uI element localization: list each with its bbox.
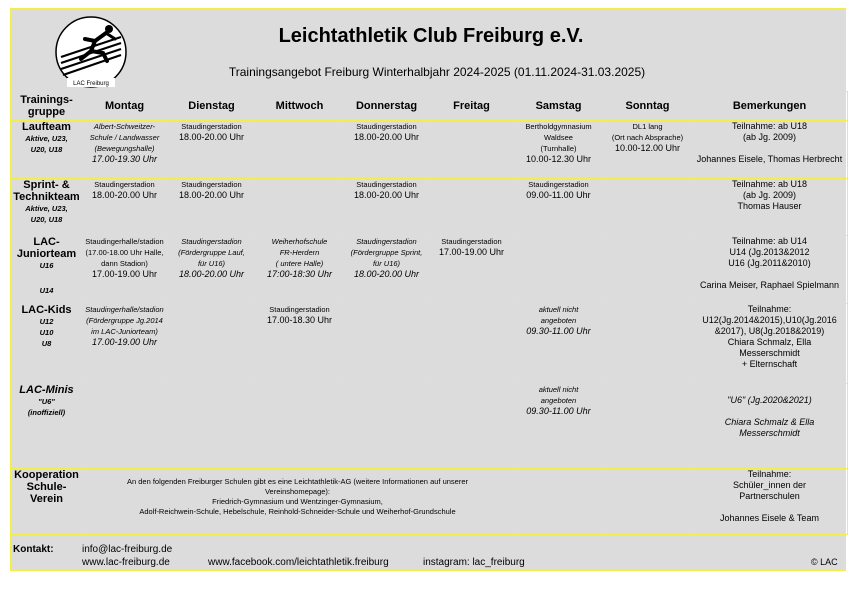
- group-name: Kooperation Schule-Verein: [14, 469, 79, 505]
- training-time: 17.00-19.00 Uhr: [91, 269, 158, 279]
- remark-line: Johannes Eisele & Team: [720, 513, 819, 523]
- logo-text: LAC Freiburg: [73, 81, 109, 87]
- remark-line: U12(Jg.2014&2015),U10(Jg.2016: [702, 315, 837, 325]
- day-cell: [344, 236, 430, 304]
- training-time: 09.00-11.00 Uhr: [526, 190, 591, 200]
- group-age: (inoffiziell): [27, 408, 66, 417]
- venue-note: aktuell nicht: [538, 385, 579, 394]
- instagram-link[interactable]: instagram: lac_freiburg: [423, 557, 525, 568]
- column-header: Samstag: [514, 92, 604, 121]
- remark-line: [693, 384, 846, 395]
- remark-line: + Elternschaft: [741, 359, 798, 369]
- venue-note: angeboten: [540, 396, 577, 405]
- venue-note: Staudingerhalle/stadion: [85, 305, 164, 314]
- remark-line: Teilnahme: ab U18: [731, 179, 808, 189]
- remarks-cell: [692, 179, 848, 236]
- group-age: U16: [39, 261, 54, 270]
- venue-note: (Fördergruppe Lauf,: [178, 248, 245, 257]
- venue-note: Staudingerhalle/stadion: [85, 237, 164, 246]
- remark-line: &2017), U8(Jg.2018&2019): [714, 326, 825, 336]
- training-time: 17.00-18.30 Uhr: [266, 315, 333, 325]
- day-cell: [344, 304, 430, 384]
- day-cell: [514, 236, 604, 304]
- venue-note: Schule / Landwasser: [89, 133, 160, 142]
- remark-line: Johannes Eisele, Thomas Herbrecht: [696, 154, 843, 164]
- venue-note: Staudingerstadion: [441, 237, 502, 246]
- venue-note: Staudingerstadion: [94, 180, 155, 189]
- footer: [11, 539, 847, 572]
- schedule-table: [11, 91, 848, 535]
- day-cell: [344, 121, 430, 179]
- remark-line: Partnerschulen: [739, 491, 800, 501]
- column-header: Dienstag: [168, 92, 256, 121]
- venue-note: Staudingerstadion: [181, 180, 242, 189]
- remark-line: U16 (Jg.2011&2010): [728, 258, 811, 268]
- remark-line: [693, 143, 846, 154]
- group-age: U8: [41, 339, 52, 348]
- day-cell: [168, 384, 256, 469]
- remark-line: U14 (Jg.2013&2012: [729, 247, 810, 257]
- venue-note: DL1 lang: [632, 122, 663, 131]
- venue-note: im LAC-Juniorteam): [91, 327, 158, 336]
- remarks-cell: [692, 121, 848, 179]
- cooperation-line: Friedrich-Gymnasium und Wentzinger-Gymnasium,: [212, 497, 383, 506]
- training-time: 18.00-20.00 Uhr: [353, 269, 420, 279]
- remark-line: Chiara Schmalz, Ella: [727, 337, 812, 347]
- group-age: Aktive, U23,: [25, 134, 68, 143]
- email-link[interactable]: info@lac-freiburg.de: [82, 544, 173, 555]
- day-cell: [82, 236, 168, 304]
- remark-line: (ab Jg. 2009): [742, 132, 797, 142]
- cooperation-text: [82, 469, 514, 535]
- remark-line: Teilnahme: ab U14: [731, 236, 808, 246]
- training-time: 18.00-20.00 Uhr: [178, 132, 245, 142]
- day-cell: [604, 179, 692, 236]
- group-name: Laufteam: [22, 121, 71, 133]
- day-cell: [168, 179, 256, 236]
- remark-line: Carina Meiser, Raphael Spielmann: [699, 280, 840, 290]
- column-header: Sonntag: [604, 92, 692, 121]
- remark-line: Chiara Schmalz & Ella: [724, 417, 815, 427]
- training-time: 17:00-18:30 Uhr: [266, 269, 333, 279]
- training-time: 10.00-12.00 Uhr: [614, 143, 681, 153]
- column-header: Donnerstag: [344, 92, 430, 121]
- day-cell: [256, 121, 344, 179]
- group-age: U20, U18: [30, 215, 63, 224]
- cooperation-row: [12, 469, 848, 535]
- venue-note: Bertholdgymnasium: [525, 122, 592, 131]
- column-header: Trainings-gruppe: [12, 92, 82, 121]
- venue-note: Staudingerstadion: [181, 237, 242, 246]
- day-cell: [344, 179, 430, 236]
- day-cell: [604, 121, 692, 179]
- day-cell: [514, 179, 604, 236]
- remark-line: [693, 406, 846, 417]
- venue-note: (17.00-18.00 Uhr Halle,: [85, 248, 164, 257]
- venue-note: angeboten: [540, 316, 577, 325]
- group-age: U10: [39, 328, 54, 337]
- remark-line: [693, 212, 846, 223]
- header: [11, 9, 847, 91]
- cooperation-line: An den folgenden Freiburger Schulen gibt es eine Leichtathletik-AG (weitere Informationen auf unserer: [126, 477, 469, 486]
- venue-note: (Turnhalle): [540, 144, 577, 153]
- venue-note: aktuell nicht: [538, 305, 579, 314]
- training-time: 18.00-20.00 Uhr: [353, 190, 420, 200]
- venue-note: Staudingerstadion: [181, 122, 242, 131]
- venue-note: für U16): [197, 259, 226, 268]
- remarks-cell: [692, 304, 848, 384]
- day-cell: [604, 236, 692, 304]
- training-time: 17.00-19.00 Uhr: [91, 337, 158, 347]
- training-time: 17.00-19.00 Uhr: [438, 247, 505, 257]
- group-cell: [12, 121, 82, 179]
- venue-note: Staudingerstadion: [269, 305, 330, 314]
- training-time: 09.30-11.00 Uhr: [526, 406, 591, 416]
- schedule-row: [12, 304, 848, 384]
- day-cell: [82, 121, 168, 179]
- column-header: Montag: [82, 92, 168, 121]
- day-cell: [344, 384, 430, 469]
- day-cell: [604, 304, 692, 384]
- group-age: U20, U18: [30, 145, 63, 154]
- day-cell: [256, 236, 344, 304]
- venue-note: Staudingerstadion: [356, 237, 417, 246]
- group-cell: [12, 304, 82, 384]
- group-cell: [12, 236, 82, 304]
- training-time: 18.00-20.00 Uhr: [178, 190, 245, 200]
- page-subtitle: Trainingsangebot Freiburg Winterhalbjahr 2024-2025 (01.11.2024-31.03.2025): [228, 65, 646, 79]
- schedule-row: [12, 236, 848, 304]
- training-time: 18.00-20.00 Uhr: [91, 190, 158, 200]
- group-cell: [12, 469, 82, 535]
- day-cell: [168, 304, 256, 384]
- training-time: 18.00-20.00 Uhr: [178, 269, 245, 279]
- remark-line: Thomas Hauser: [737, 201, 802, 211]
- group-age: "U6": [38, 397, 55, 406]
- venue-note: für U16): [372, 259, 401, 268]
- remark-line: Teilnahme:: [747, 469, 792, 479]
- day-cell: [430, 304, 514, 384]
- schedule-row: [12, 179, 848, 236]
- venue-note: ( untere Halle): [275, 259, 324, 268]
- column-header: Bemerkungen: [692, 92, 848, 121]
- remark-line: Teilnahme: ab U18: [731, 121, 808, 131]
- training-time: 18.00-20.00 Uhr: [353, 132, 420, 142]
- remark-line: (ab Jg. 2009): [742, 190, 797, 200]
- group-name: LAC-Kids: [21, 304, 72, 316]
- day-cell: [604, 469, 692, 535]
- day-cell: [82, 179, 168, 236]
- venue-note: Waldsee: [544, 133, 573, 142]
- day-cell: [256, 304, 344, 384]
- column-header: Mittwoch: [256, 92, 344, 121]
- day-cell: [430, 384, 514, 469]
- group-name: LAC-Juniorteam: [16, 236, 77, 260]
- day-cell: [82, 384, 168, 469]
- venue-note: (Fördergruppe Jg.2014: [86, 316, 163, 325]
- day-cell: [604, 384, 692, 469]
- venue-note: (Fördergruppe Sprint,: [350, 248, 423, 257]
- day-cell: [514, 121, 604, 179]
- group-age: U12: [39, 317, 54, 326]
- day-cell: [430, 236, 514, 304]
- venue-note: (Ort nach Absprache): [611, 133, 684, 142]
- remark-line: [693, 269, 846, 280]
- remarks-cell: [692, 384, 848, 469]
- venue-note: Staudingerstadion: [356, 180, 417, 189]
- venue-note: (Bewegungshalle): [94, 144, 155, 153]
- schedule-row: [12, 384, 848, 469]
- remarks-cell: [692, 469, 848, 535]
- group-age: U14: [39, 286, 54, 295]
- remark-line: Messerschmidt: [739, 348, 800, 358]
- day-cell: [430, 121, 514, 179]
- day-cell: [168, 121, 256, 179]
- training-time: 09.30-11.00 Uhr: [526, 326, 591, 336]
- day-cell: [256, 179, 344, 236]
- day-cell: [82, 304, 168, 384]
- cooperation-line: Vereinshomepage):: [264, 487, 331, 496]
- remark-line: Schüler_innen der: [732, 480, 807, 490]
- remark-line: Teilnahme:: [747, 304, 792, 314]
- day-cell: [514, 469, 604, 535]
- schedule-row: [12, 121, 848, 179]
- cooperation-line: Adolf-Reichwein-Schule, Hebelschule, Reinhold-Schneider-Schule und Weiherhof-Grundschule: [139, 507, 456, 516]
- column-header: Freitag: [430, 92, 514, 121]
- training-time: 17.00-19.30 Uhr: [91, 154, 158, 164]
- group-name: Sprint- & Technikteam: [13, 179, 80, 203]
- schedule-sheet: [10, 8, 846, 571]
- remark-line: Messerschmidt: [739, 428, 800, 438]
- venue-note: Staudingerstadion: [528, 180, 589, 189]
- website-link[interactable]: www.lac-freiburg.de: [82, 557, 170, 568]
- day-cell: [514, 304, 604, 384]
- day-cell: [430, 179, 514, 236]
- header-row: [12, 92, 848, 121]
- group-age: Aktive, U23,: [25, 204, 68, 213]
- venue-note: Albert-Schweitzer-: [93, 122, 156, 131]
- day-cell: [256, 384, 344, 469]
- copyright: © LAC: [811, 557, 838, 567]
- day-cell: [514, 384, 604, 469]
- group-cell: [12, 179, 82, 236]
- venue-note: Weiherhofschule: [271, 237, 328, 246]
- facebook-link[interactable]: www.facebook.com/leichtathletik.freiburg: [208, 557, 389, 568]
- remark-line: "U6" (Jg.2020&2021): [727, 395, 812, 405]
- remark-line: [693, 502, 846, 513]
- page-title: Leichtathletik Club Freiburg e.V.: [278, 25, 584, 47]
- venue-note: Staudingerstadion: [356, 122, 417, 131]
- contact-label: Kontakt:: [13, 544, 54, 555]
- training-time: 10.00-12.30 Uhr: [525, 154, 592, 164]
- venue-note: dann Stadion): [101, 259, 148, 268]
- venue-note: FR-Herdern: [279, 248, 320, 257]
- remarks-cell: [692, 236, 848, 304]
- group-name: LAC-Minis: [19, 384, 74, 396]
- day-cell: [168, 236, 256, 304]
- group-cell: [12, 384, 82, 469]
